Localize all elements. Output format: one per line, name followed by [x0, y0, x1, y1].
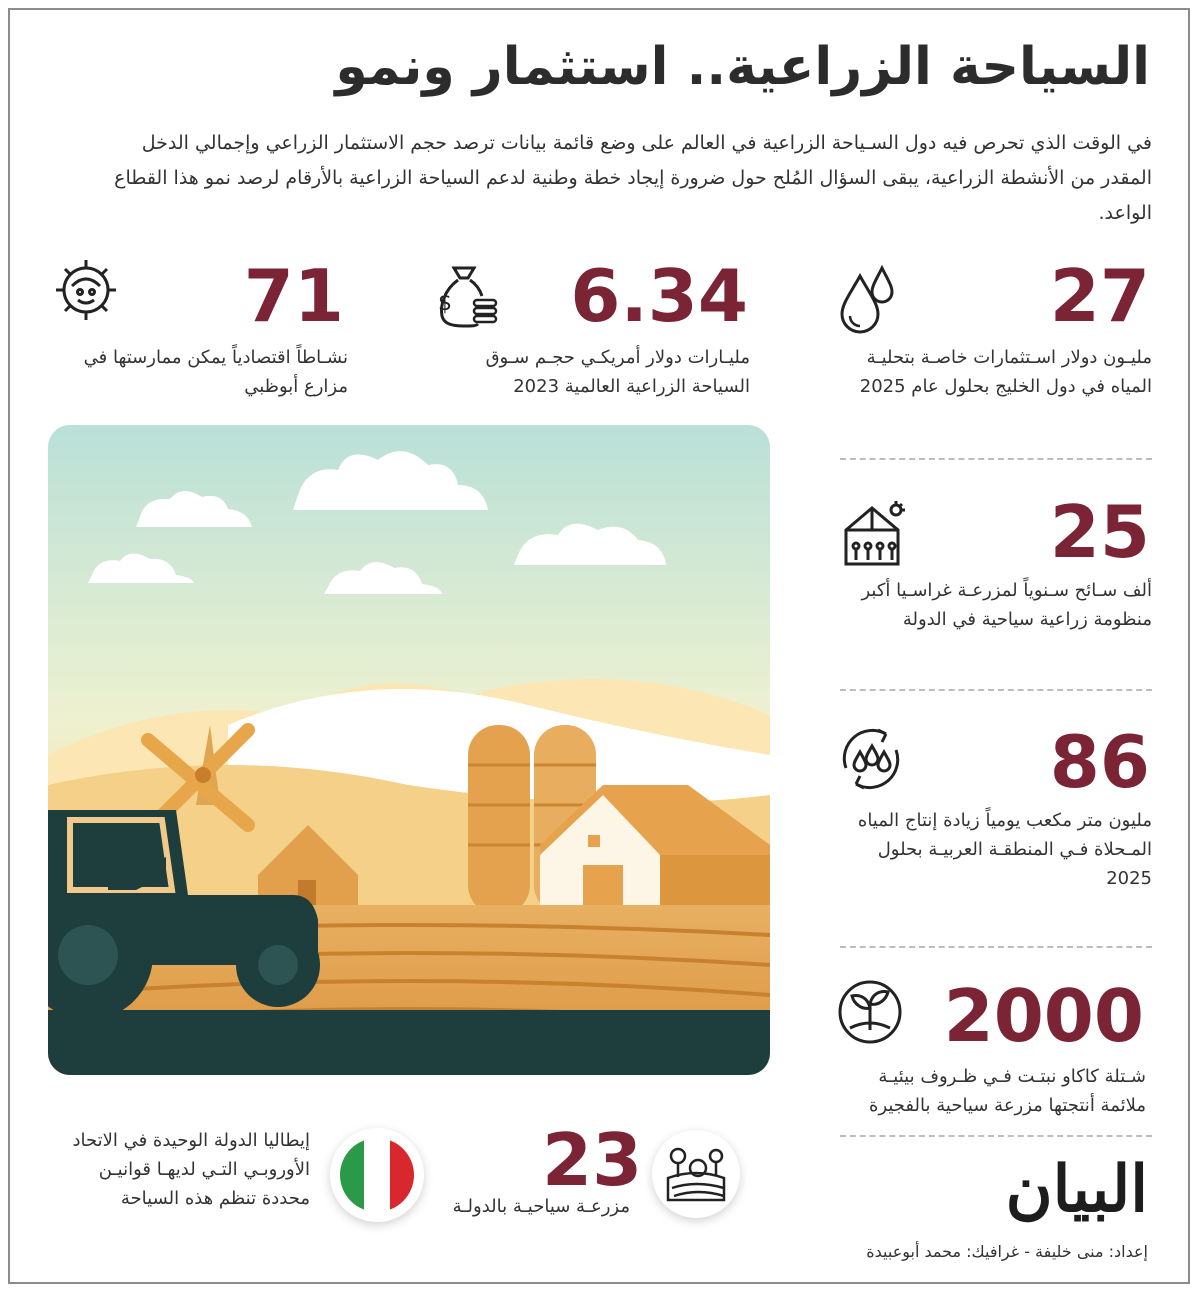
svg-text:$: $: [438, 291, 452, 316]
divider: [840, 1135, 1152, 1137]
stat-tourists-number: 25: [1049, 490, 1150, 574]
stat-market-line2: السياحة الزراعية العالمية 2023: [513, 376, 750, 397]
stat-water-production-number: 86: [1049, 720, 1150, 804]
intro-paragraph: في الوقت الذي تحرص فيه دول السـياحة الزراعية في العالم على وضع قائمة بيانات ترصد حجم الاستثمار الزراعي وإجمالي الدخل المقدر من الأنشطة الزراعية، يبقى السؤال المُلح حول ضرورة إيجاد خطة وطنية لدعم السياحة الزراعية بالأرقام لرصد نمو هذا القطاع الواعد.: [114, 132, 1152, 224]
stat-farms-line1: مزرعـة سياحيـة بالدولـة: [452, 1196, 630, 1217]
stat-water-production-line3: 2025: [1106, 868, 1152, 889]
stat-activities-number: 71: [243, 254, 344, 338]
money-bag-icon: [438, 262, 500, 328]
stat-tourists-line2: منظومة زراعية سياحية في الدولة: [902, 609, 1152, 630]
stat-market-line1: مليـارات دولار أمريكـي حجـم سـوق: [485, 347, 750, 368]
farm-illustration: [48, 425, 770, 1075]
stat-farms-number: 23: [542, 1118, 643, 1202]
greenhouse-icon: [842, 500, 908, 568]
stat-water-production-line1: مليون متر مكعب يومياً زيادة إنتاج المياه: [857, 810, 1152, 831]
stat-italy-line1: إيطاليا الدولة الوحيدة في الاتحاد: [72, 1130, 310, 1151]
divider: [840, 946, 1152, 948]
stat-water-production-line2: المـحلاة فـي المنطقـة العربيـة بحلول: [877, 839, 1152, 860]
stat-cacao-number: 2000: [943, 974, 1144, 1058]
stat-desalination-line1: مليـون دولار اسـتثمارات خاصـة بتحليـة: [866, 347, 1152, 368]
farmer-gear-icon: [52, 256, 120, 324]
water-drops-icon: [836, 262, 902, 334]
page-title: السياحة الزراعية.. استثمار ونمو: [335, 37, 1150, 97]
credits: إعداد: منى خليفة - غرافيك: محمد أبوعبيدة: [866, 1242, 1148, 1261]
stat-tourists-line1: ألف سـائح سـنوياً لمزرعـة غراسـيا أكبر: [861, 580, 1152, 601]
stat-italy-line2: الأوروبـي التـي لديهـا قوانيـن: [98, 1159, 310, 1180]
divider: [840, 689, 1152, 691]
divider: [840, 458, 1152, 460]
stat-activities-line1: نشـاطاً اقتصادياً يمكن ممارستها في: [83, 347, 348, 368]
albayan-logo: البيان: [1005, 1152, 1148, 1227]
stat-market-number: 6.34: [570, 254, 748, 338]
stat-desalination-number: 27: [1049, 254, 1150, 338]
italy-flag-icon: [337, 1135, 417, 1215]
stat-cacao-line2: ملائمة أنتجتها مزرعة سياحية بالفجيرة: [869, 1095, 1146, 1116]
stat-desalination-line2: المياه في دول الخليج بحلول عام 2025: [859, 376, 1152, 397]
farm-landscape-icon: [664, 1142, 728, 1206]
stat-cacao-line1: شـتلة كاكاو نبتـت فـي ظـروف بيئيـة: [878, 1066, 1146, 1087]
plant-sprout-icon: [836, 978, 904, 1046]
stat-activities-line2: مزارع أبوظبي: [244, 376, 348, 397]
stat-italy-line3: محددة تنظم هذه السياحة: [120, 1188, 310, 1209]
water-cycle-icon: [836, 724, 906, 794]
